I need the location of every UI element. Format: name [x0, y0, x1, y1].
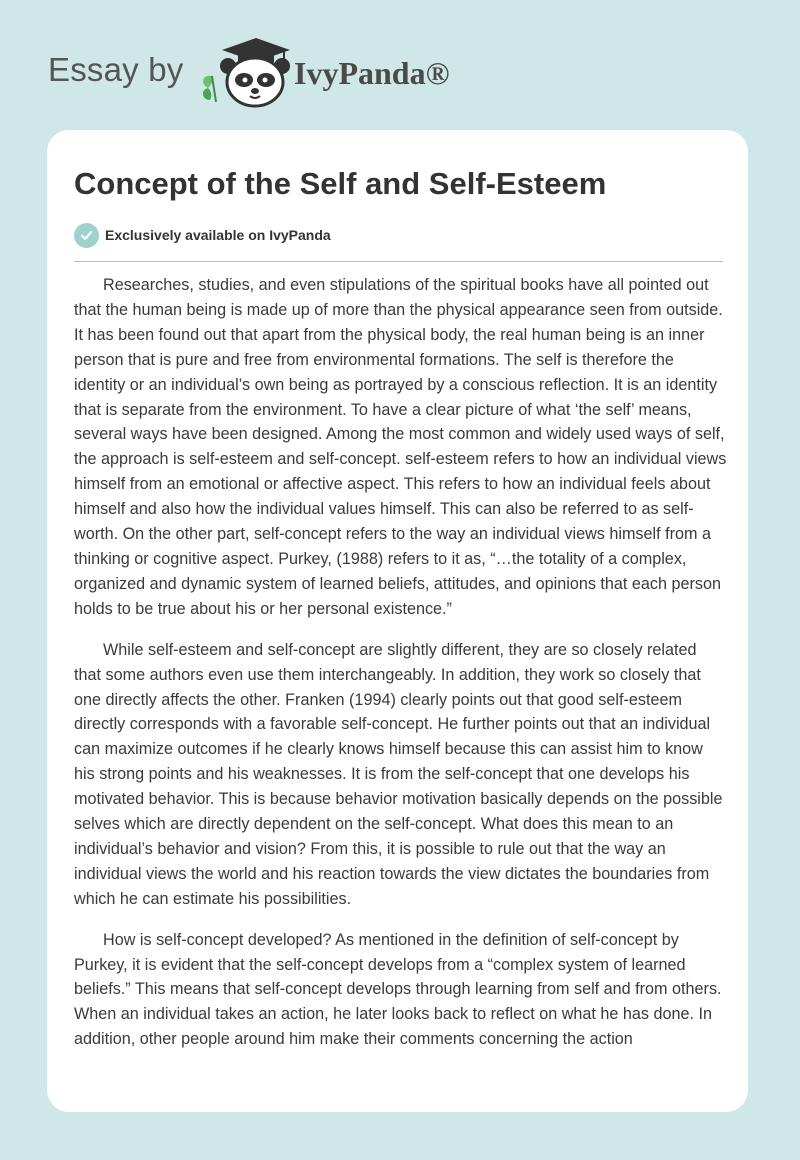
exclusive-badge-label: Exclusively available on IvyPanda	[105, 227, 331, 243]
paragraph: While self-esteem and self-concept are slightly different, they are so closely related that some authors even use them interchangeably. In addition, they work so closely that one directly affects the other. Franken (1994) clearly points out that good self-esteem directly corresponds with a favorable self-concept. He further points out that an individual can maximize outcomes if he clearly knows himself because this can assist him to know his strong points and his weaknesses. It is from the self-concept that one develops his motivated behavior. This is because behavior motivation basically depends on the possible selves which are directly dependent on the self-concept. What does this mean to an individual’s behavior and vision? From this, it is possible to rule out that the way an individual views the world and his reaction towards the view dictates the boundaries from which he can estimate his possibilities.	[74, 640, 723, 908]
ivy-leaf-icon	[203, 76, 216, 102]
brand-name[interactable]: IvyPanda®	[294, 55, 450, 91]
check-circle-icon	[74, 223, 99, 248]
divider	[74, 261, 723, 262]
article-title: Concept of the Self and Self-Esteem	[74, 166, 607, 201]
article-card	[47, 130, 748, 1112]
essay-by-label: Essay by	[48, 51, 184, 88]
article-body	[74, 273, 728, 1068]
panda-graduate-icon[interactable]	[198, 36, 290, 108]
site-header	[0, 0, 800, 130]
paragraph: How is self-concept developed? As mentioned in the definition of self-concept by Purkey, it is evident that the self-concept develops from a “complex system of learned beliefs.” This means that self-concept develops through learning from self and from others. When an individual takes an action, he later looks back to reflect on what he has done. In addition, other people around him make their comments concerning the action	[74, 930, 722, 1049]
paragraph: Researches, studies, and even stipulations of the spiritual books have all pointed out that the human being is made up of more than the physical appearance seen from outside. It has been found out that apart from the physical body, the real human being is an inner person that is pure and free from environmental formations. The self is therefore the identity or an individual’s own being as portrayed by a conscious reflection. It is an identity that is separate from the environment. To have a clear picture of what ‘the self’ means, several ways have been designed. Among the most common and widely used ways of self, the approach is self-esteem and self-concept. self-esteem refers to how an individual views himself from an emotional or affective aspect. This refers to how an individual feels about himself and also how the individual values himself. This can also be referred to as self-worth. On the other part, self-concept refers to the way an individual views himself from a thinking or cognitive aspect. Purkey, (1988) refers to it as, “…the totality of a complex, organized and dynamic system of learned beliefs, attitudes, and opinions that each person holds to be true about his or her personal existence.”	[74, 276, 727, 618]
exclusive-badge	[74, 222, 331, 248]
